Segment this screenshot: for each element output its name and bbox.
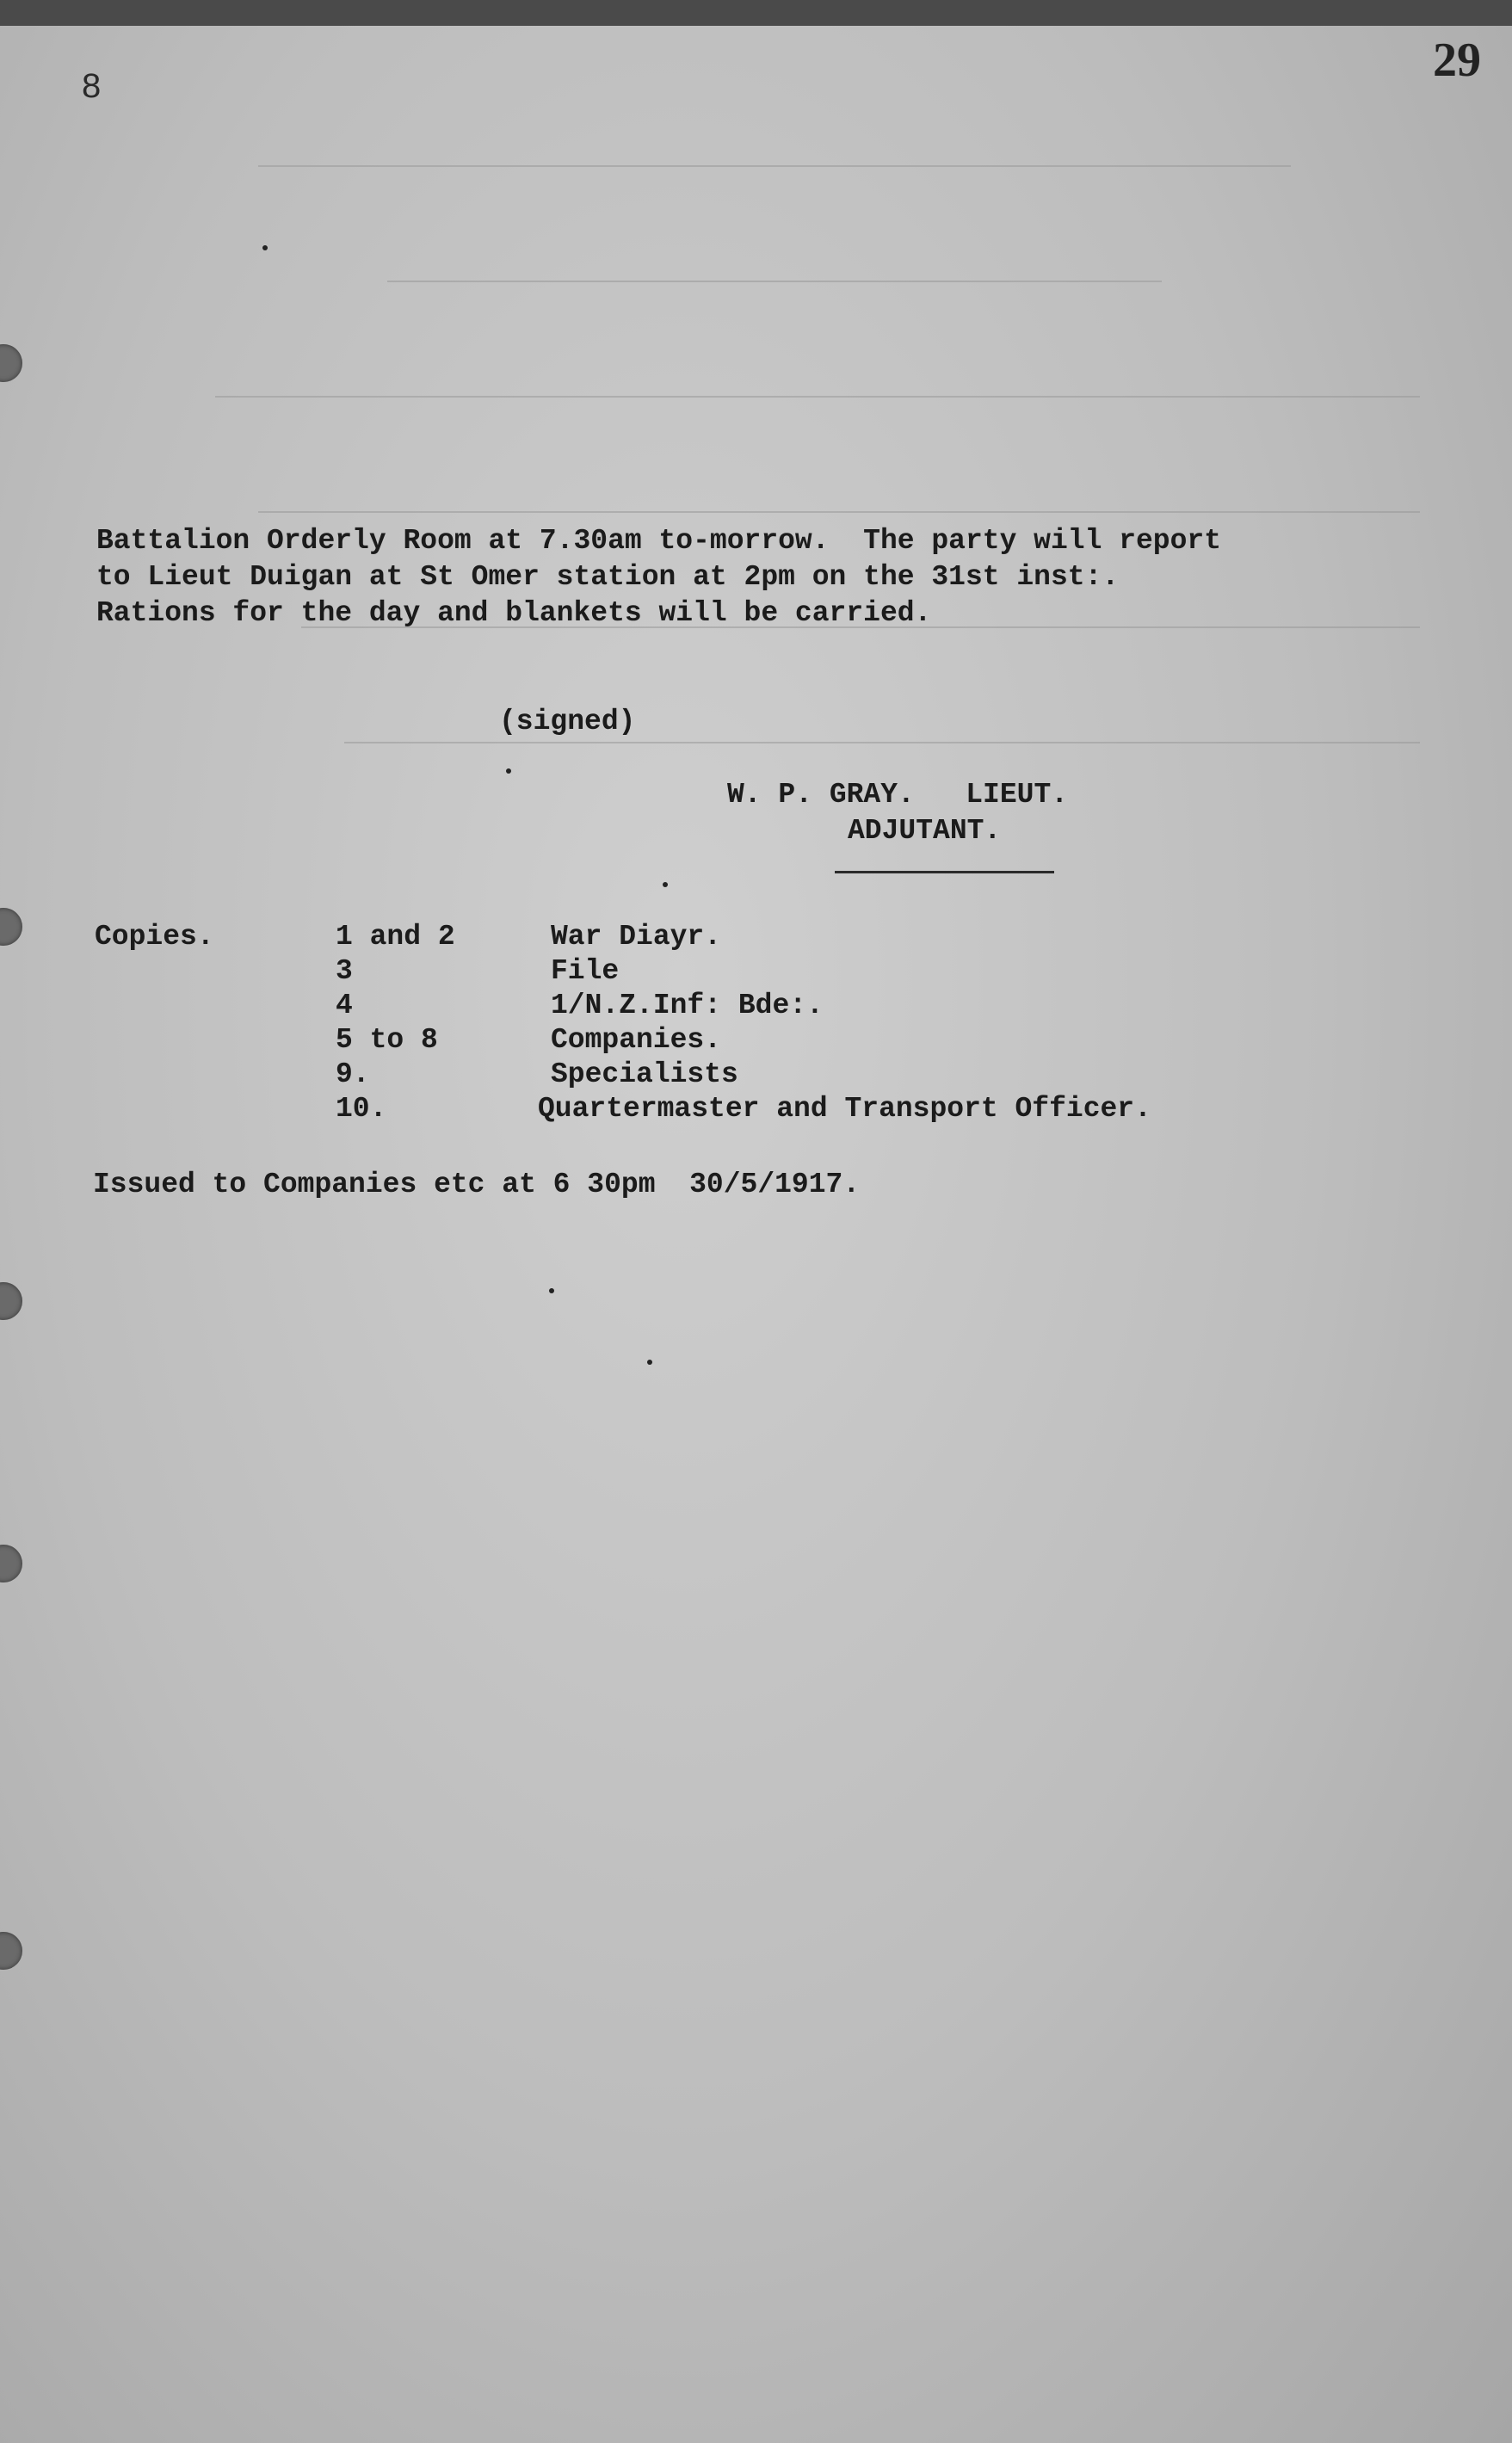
body-line: Rations for the day and blankets will be carried. xyxy=(96,597,932,629)
punch-hole xyxy=(0,1282,22,1320)
copies-number: 5 to 8 xyxy=(336,1024,438,1056)
ink-speck xyxy=(549,1288,554,1293)
signatory-name: W. P. GRAY. LIEUT. xyxy=(727,779,1069,811)
punch-hole xyxy=(0,1932,22,1970)
signed-note: (signed) xyxy=(499,706,636,737)
signatory-title: ADJUTANT. xyxy=(848,815,1002,847)
folio-number-left: 8 xyxy=(82,67,102,105)
copies-number: 4 xyxy=(336,990,353,1021)
copies-recipient: 1/N.Z.Inf: Bde:. xyxy=(551,990,824,1021)
copies-recipient: Quartermaster and Transport Officer. xyxy=(538,1093,1151,1125)
copies-number: 9. xyxy=(336,1058,370,1090)
folio-number-right: 29 xyxy=(1433,34,1481,87)
copies-number: 10. xyxy=(336,1093,387,1125)
copies-number: 1 and 2 xyxy=(336,921,455,953)
ink-speck xyxy=(663,882,668,887)
body-line: Battalion Orderly Room at 7.30am to-morrow. The party will report xyxy=(96,525,1222,557)
scan-edge xyxy=(0,0,1512,26)
copies-recipient: War Diayr. xyxy=(551,921,722,953)
copies-label: Copies. xyxy=(95,921,214,953)
ink-speck xyxy=(647,1360,652,1365)
ink-speck xyxy=(262,245,268,250)
punch-hole xyxy=(0,344,22,382)
copies-number: 3 xyxy=(336,955,353,987)
copies-recipient: Companies. xyxy=(551,1024,722,1056)
copies-recipient: Specialists xyxy=(551,1058,738,1090)
body-line: to Lieut Duigan at St Omer station at 2pm on the 31st inst:. xyxy=(96,561,1120,593)
punch-hole xyxy=(0,1545,22,1582)
copies-recipient: File xyxy=(551,955,620,987)
bleed-through-texture xyxy=(129,52,1420,819)
issued-note: Issued to Companies etc at 6 30pm 30/5/1917. xyxy=(93,1169,861,1200)
signature-rule xyxy=(835,871,1054,873)
punch-hole xyxy=(0,908,22,946)
ink-speck xyxy=(506,768,511,774)
